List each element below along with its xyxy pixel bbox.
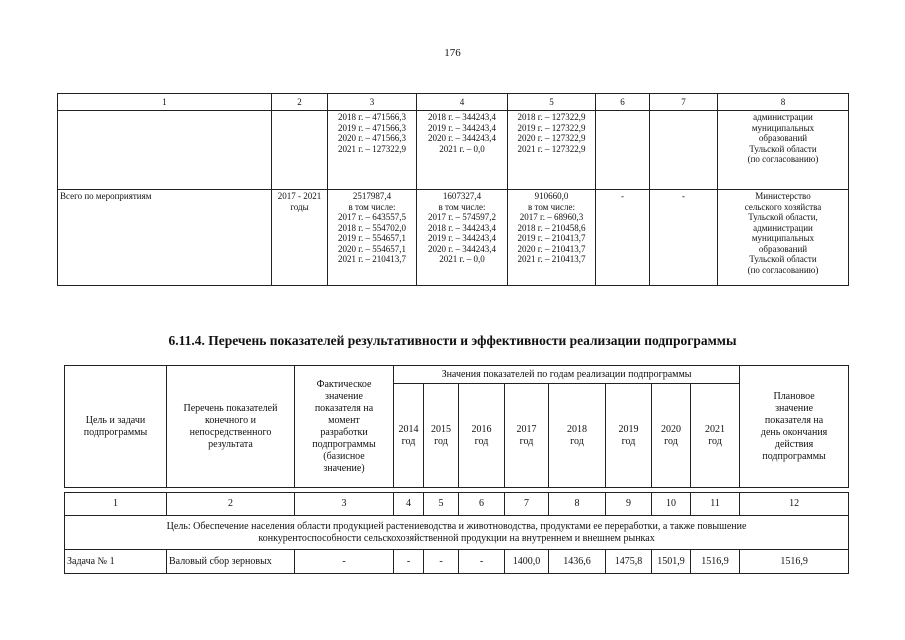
header-year [549, 384, 606, 488]
text-line: 2019 г. – 127322,9 [517, 122, 586, 133]
header-year [459, 384, 505, 488]
text-line: годы [290, 201, 309, 212]
text-line: 2018 г. – 554702,0 [338, 222, 406, 233]
text-line: 2016 [471, 423, 492, 435]
text-line: 2021 г. – 210413,7 [338, 254, 406, 264]
text-line: год [519, 435, 534, 447]
cell-col2 [272, 190, 328, 286]
header-cell: 1 [58, 94, 272, 111]
text-line: Тульской области, [748, 212, 818, 222]
funding-table [57, 93, 849, 286]
text-line: 2017 г. – 643557,5 [338, 212, 406, 222]
text-line: 2021 г. – 0,0 [439, 143, 485, 154]
header-cell: 3 [328, 94, 417, 111]
text-line: 2019 г. – 344243,4 [428, 122, 496, 133]
text-line: (по согласованию) [747, 154, 819, 164]
text-line: 2017 г. – 68960,3 [519, 212, 584, 222]
text-line: 2020 г. – 554657,1 [338, 243, 406, 254]
text-line: 2019 [618, 423, 639, 435]
text-line: Цель и задачи [85, 414, 146, 426]
cell-col4 [417, 190, 508, 286]
text-line: муниципальных [751, 122, 815, 133]
cell-col4 [417, 111, 508, 190]
text-line: день окончания [760, 426, 828, 438]
text-line: 2020 г. – 344243,4 [428, 133, 496, 143]
text-line: год [570, 435, 584, 447]
text-line: конечного и [205, 414, 256, 426]
text-line: 2020 г. – 471566,3 [338, 133, 406, 143]
text-line: Тульской области [749, 254, 817, 264]
header-cell: 8 [718, 94, 849, 111]
header-year [606, 384, 652, 488]
header-cell: 4 [417, 94, 508, 111]
text-line: (по согласованию) [747, 264, 819, 275]
column-number: 3 [295, 493, 394, 516]
cell-col5 [508, 111, 596, 190]
cell-col6: - [596, 190, 650, 286]
table-row-total [58, 190, 849, 286]
text-line: 2019 г. – 554657,1 [338, 233, 406, 243]
header-year [505, 384, 549, 488]
column-number: 2 [167, 493, 295, 516]
column-number: 11 [691, 493, 740, 516]
header-planned-value [740, 366, 849, 488]
header-year [652, 384, 691, 488]
text-line: 2020 г. – 127322,9 [517, 133, 586, 143]
value-cell: - [459, 550, 505, 574]
cell-col8 [718, 111, 849, 190]
cell-col1 [58, 111, 272, 190]
column-number: 9 [606, 493, 652, 516]
table-row [58, 111, 849, 190]
text-line: 2020 г. – 210413,7 [517, 243, 586, 254]
text-line: сельского хозяйства [744, 201, 822, 212]
column-number: 1 [65, 493, 167, 516]
cell-col7 [650, 111, 718, 190]
text-line: Плановое [773, 390, 815, 402]
table-row [65, 550, 849, 574]
text-line: 2018 г. – 344243,4 [428, 112, 496, 122]
cell-col8 [718, 190, 849, 286]
text-line: 2021 г. – 210413,7 [517, 254, 586, 264]
text-line: показателя на [764, 414, 824, 426]
text-line: в том числе: [528, 201, 575, 212]
text-line: год [621, 435, 636, 447]
text-line: год [664, 435, 678, 447]
text-line: 2021 г. – 127322,9 [338, 143, 406, 154]
column-number: 12 [740, 493, 849, 516]
text-line: 2021 г. – 0,0 [439, 254, 485, 264]
text-line: (базисное [323, 450, 365, 462]
text-line: 2018 г. – 344243,4 [428, 222, 496, 233]
text-line: подпрограммы [83, 426, 148, 438]
text-line: образований [758, 243, 808, 254]
text-line: 2017 - 2021 [277, 191, 322, 201]
text-line: разработки [320, 426, 368, 438]
header-goal [65, 366, 167, 488]
text-line: Фактическое [316, 378, 372, 390]
header-cell: 6 [596, 94, 650, 111]
header-indicators [167, 366, 295, 488]
text-line: 910660,0 [534, 191, 569, 201]
text-line: 2517987,4 [352, 191, 392, 201]
text-line: 2018 г. – 471566,3 [338, 112, 406, 122]
indicator-cell: Валовый сбор зерновых [167, 550, 295, 574]
text-line: момент [328, 414, 360, 426]
task-cell: Задача № 1 [65, 550, 167, 574]
text-line: Цель: Обеспечение населения области продукцией растениеводства и животноводства, продуктами ее переработки, а также повышение [166, 520, 747, 532]
text-line: муниципальных [751, 233, 815, 243]
text-line: год [708, 435, 722, 447]
text-line: год [434, 435, 448, 447]
value-cell: 1436,6 [549, 550, 606, 574]
header-cell: 5 [508, 94, 596, 111]
text-line: год [401, 435, 416, 447]
text-line: конкурентоспособности сельскохозяйственной продукции на внутреннем и внешнем рынках [258, 532, 655, 544]
value-cell: 1501,9 [652, 550, 691, 574]
header-year [394, 384, 424, 488]
text-line: администрации [753, 112, 813, 122]
header-year [691, 384, 740, 488]
text-line: результата [208, 438, 253, 450]
text-line: образований [758, 133, 808, 143]
text-line: 1607327,4 [442, 191, 482, 201]
table-header-row [65, 366, 849, 384]
text-line: значение [775, 402, 814, 414]
value-cell: 1400,0 [505, 550, 549, 574]
text-line: подпрограммы [312, 438, 376, 450]
value-cell: - [394, 550, 424, 574]
text-line: Министерство [755, 191, 811, 201]
indicators-table [64, 365, 849, 574]
text-line: действия [774, 438, 814, 450]
page-number: 176 [444, 47, 461, 59]
header-base-value [295, 366, 394, 488]
text-line: Перечень показателей [183, 402, 278, 414]
cell-col6 [596, 111, 650, 190]
section-heading: 6.11.4. Перечень показателей результативности и эффективности реализации подпрограммы [168, 333, 737, 348]
column-number: 6 [459, 493, 505, 516]
column-number: 7 [505, 493, 549, 516]
text-line: 2021 г. – 127322,9 [517, 143, 586, 154]
value-cell: 1516,9 [691, 550, 740, 574]
text-line: 2021 [705, 423, 726, 435]
cell-col1: Всего по мероприятиям [58, 190, 272, 286]
text-line: 2018 г. – 127322,9 [517, 112, 586, 122]
value-cell: 1475,8 [606, 550, 652, 574]
text-line: Тульской области [749, 143, 817, 154]
text-line: значение [325, 390, 363, 402]
text-line: 2020 [661, 423, 681, 435]
header-year [424, 384, 459, 488]
text-line: 2014 [398, 423, 419, 435]
text-line: год [474, 435, 489, 447]
cell-col5 [508, 190, 596, 286]
text-line: администрации [753, 222, 813, 233]
text-line: в том числе: [438, 201, 486, 212]
column-number: 5 [424, 493, 459, 516]
text-line: показателя на [314, 402, 374, 414]
column-number: 10 [652, 493, 691, 516]
table-header-row [58, 94, 849, 111]
value-cell: - [295, 550, 394, 574]
header-cell: 7 [650, 94, 718, 111]
text-line: 2020 г. – 344243,4 [428, 243, 496, 254]
text-line: 2019 г. – 471566,3 [338, 122, 406, 133]
column-numbers-row [65, 493, 849, 516]
header-values-by-year: Значения показателей по годам реализации подпрограммы [394, 366, 740, 384]
cell-col2 [272, 111, 328, 190]
text-line: 2019 г. – 210413,7 [517, 233, 586, 243]
goal-row [65, 516, 849, 550]
cell-col7: - [650, 190, 718, 286]
text-line: 2018 [567, 423, 587, 435]
text-line: 2017 г. – 574597,2 [428, 212, 496, 222]
text-line: 2019 г. – 344243,4 [428, 233, 496, 243]
cell-col3 [328, 111, 417, 190]
text-line: 2017 [516, 423, 537, 435]
text-line: 2015 [431, 423, 451, 435]
column-number: 4 [394, 493, 424, 516]
goal-text [65, 516, 849, 550]
column-number: 8 [549, 493, 606, 516]
text-line: значение) [323, 462, 365, 474]
text-line: непосредственного [189, 426, 272, 438]
text-line: в том числе: [348, 201, 396, 212]
text-line: 2018 г. – 210458,6 [517, 222, 586, 233]
value-cell: - [424, 550, 459, 574]
header-cell: 2 [272, 94, 328, 111]
value-cell: 1516,9 [740, 550, 849, 574]
text-line: подпрограммы [762, 450, 826, 462]
cell-col3 [328, 190, 417, 286]
